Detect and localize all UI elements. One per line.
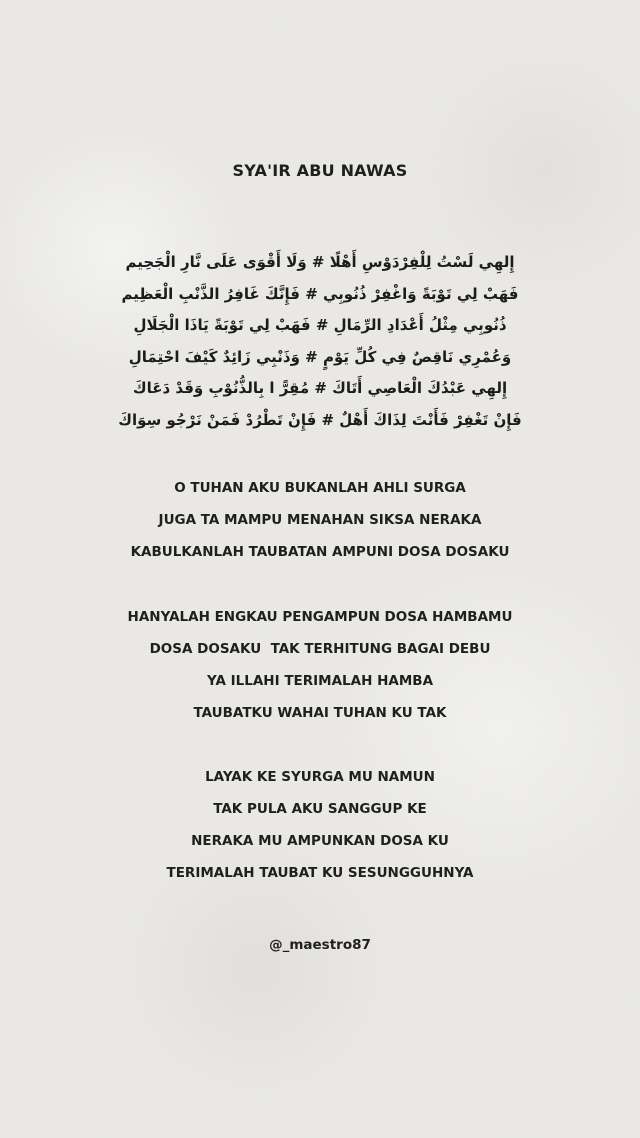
translation-line: JUGA TA MAMPU MENAHAN SIKSA NERAKA: [158, 512, 482, 528]
author-handle: @_maestro87: [269, 937, 371, 953]
arabic-verse-line: إِلهِي لَسْتُ لِلْفِرْدَوْسِ أَهْلًا # وَلَا أَقْوَى عَلَى نَّارِ الْجَحِيم: [125, 253, 515, 271]
translation-line: NERAKA MU AMPUNKAN DOSA KU: [191, 833, 449, 849]
poem-title: SYA'IR ABU NAWAS: [232, 161, 408, 180]
translation-line: TERIMALAH TAUBAT KU SESUNGGUHNYA: [166, 865, 474, 881]
translation-stanza-2: [0, 601, 640, 729]
arabic-verse-line: وَعُمْرِي نَاقِصٌ فِي كُلِّ يَوْمٍ # وَذَنْبِي زَائِدٌ كَيْفَ احْتِمَالِ: [128, 347, 512, 366]
translation-stanza-3: [0, 761, 640, 889]
translation-line: KABULKANLAH TAUBATAN AMPUNI DOSA DOSAKU: [130, 544, 510, 560]
translation-line: TAK PULA AKU SANGGUP KE: [213, 801, 427, 817]
translation-line: TAUBATKU WAHAI TUHAN KU TAK: [193, 705, 447, 721]
translation-line: LAYAK KE SYURGA MU NAMUN: [205, 769, 435, 785]
arabic-verse-line: فَإِنْ تَغْفِرْ فَأَنْتَ لِذَاكَ أَهْلٌ # فَإِنْ تَطْرُدْ فَمَنْ نَرْجُو سِوَاكَ: [118, 410, 522, 429]
arabic-verse-line: فَهَبْ لِي تَوْبَةً وَاغْفِرْ ذُنُوبِي # فَإِنَّكَ غَافِرُ الذَّنْبِ الْعَظِيم: [121, 284, 519, 303]
translation-line: DOSA DOSAKU TAK TERHITUNG BAGAI DEBU: [149, 641, 491, 657]
arabic-verse-line: إِلهِي عَبْدُكَ الْعَاصِي أَتَاكَ # مُقِرًّ ا بِالذُّنُوْبِ وَقَدْ دَعَاكَ: [132, 379, 508, 397]
translation-line: HANYALAH ENGKAU PENGAMPUN DOSA HAMBAMU: [127, 609, 513, 625]
translation-stanza-1: [0, 472, 640, 568]
translation-line: O TUHAN AKU BUKANLAH AHLI SURGA: [174, 480, 466, 496]
arabic-verses: [110, 247, 530, 436]
arabic-verse-line: ذُنُوبِي مِثْلُ أَعْدَادِ الرِّمَالِ # فَهَبْ لِي تَوْبَةً يَاذَا الْجَلَالِ: [133, 316, 507, 334]
translation-line: YA ILLAHI TERIMALAH HAMBA: [206, 673, 434, 689]
